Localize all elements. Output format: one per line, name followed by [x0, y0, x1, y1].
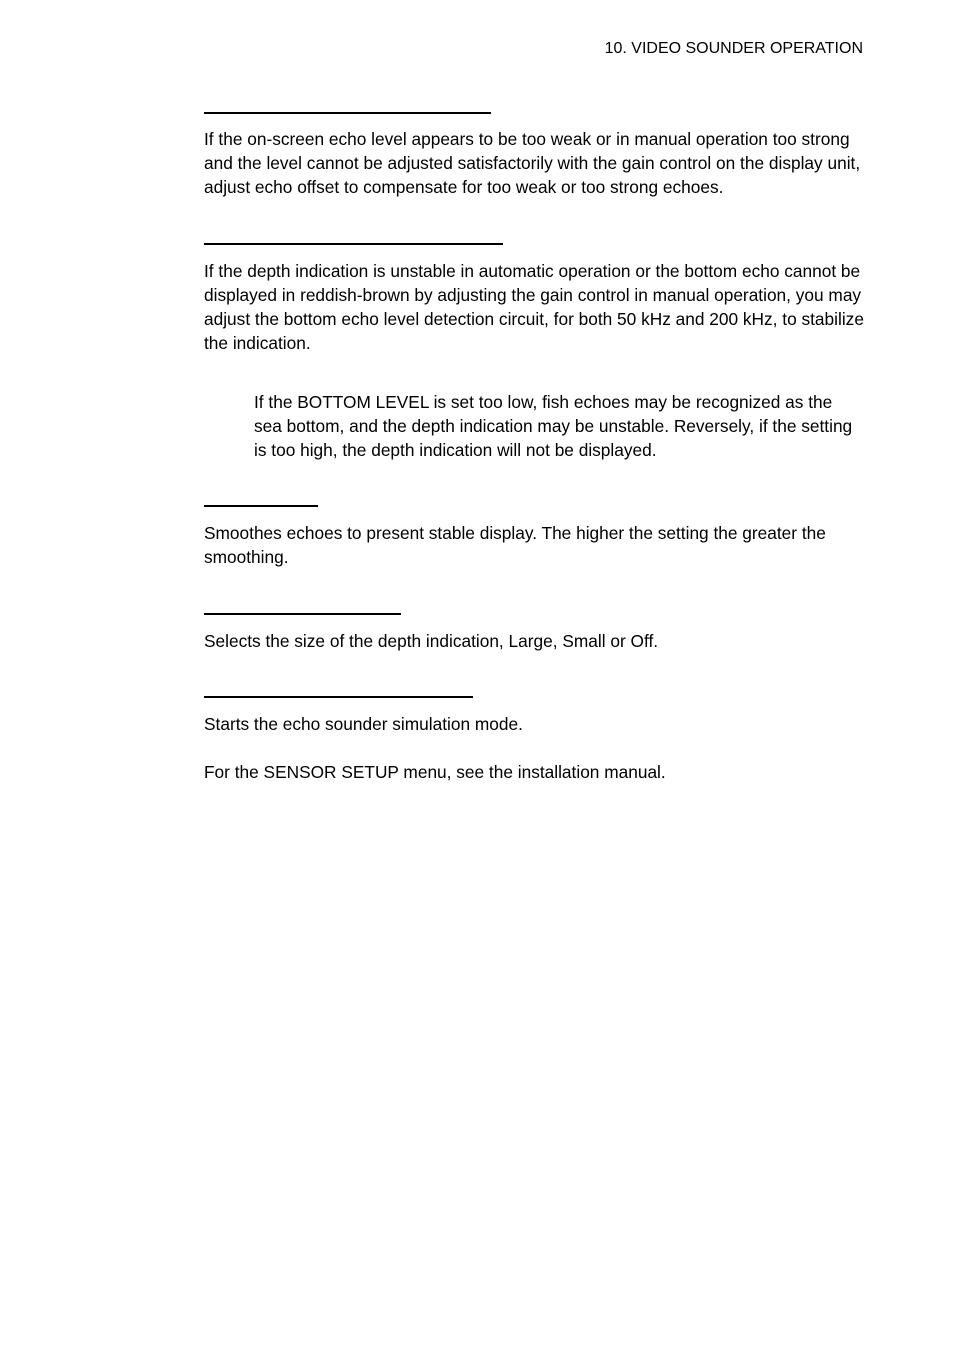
section-heading-rule — [204, 112, 491, 114]
section-heading-rule — [204, 505, 318, 507]
section-body: Smoothes echoes to present stable display. The higher the setting the greater the smoothing. — [204, 523, 826, 567]
section-heading-rule — [204, 613, 401, 615]
section-heading-rule — [204, 696, 473, 698]
section-body: If the on-screen echo level appears to be too weak or in manual operation too strong and the level cannot be adjusted satisfactorily with the gain control on the display unit, adjust echo offset to compensate for too weak or too strong echoes. — [204, 129, 861, 197]
section-body: Starts the echo sounder simulation mode. — [204, 714, 523, 734]
footer-note: For the SENSOR SETUP menu, see the installation manual. — [204, 762, 666, 782]
running-header: 10. VIDEO SOUNDER OPERATION — [604, 40, 863, 57]
note-text: If the BOTTOM LEVEL is set too low, fish echoes may be recognized as the sea bottom, and the depth indication may be unstable. Reversely, if the setting is too high, the depth indication will not be displayed. — [254, 392, 853, 460]
section-body: Selects the size of the depth indication, Large, Small or Off. — [204, 631, 659, 651]
section-heading-rule — [204, 243, 503, 245]
section-body: If the depth indication is unstable in automatic operation or the bottom echo cannot be displayed in reddish-brown by adjusting the gain control in manual operation, you may adjust the bottom echo level detection circuit, for both 50 kHz and 200 kHz, to stabilize the indication. — [204, 261, 864, 353]
